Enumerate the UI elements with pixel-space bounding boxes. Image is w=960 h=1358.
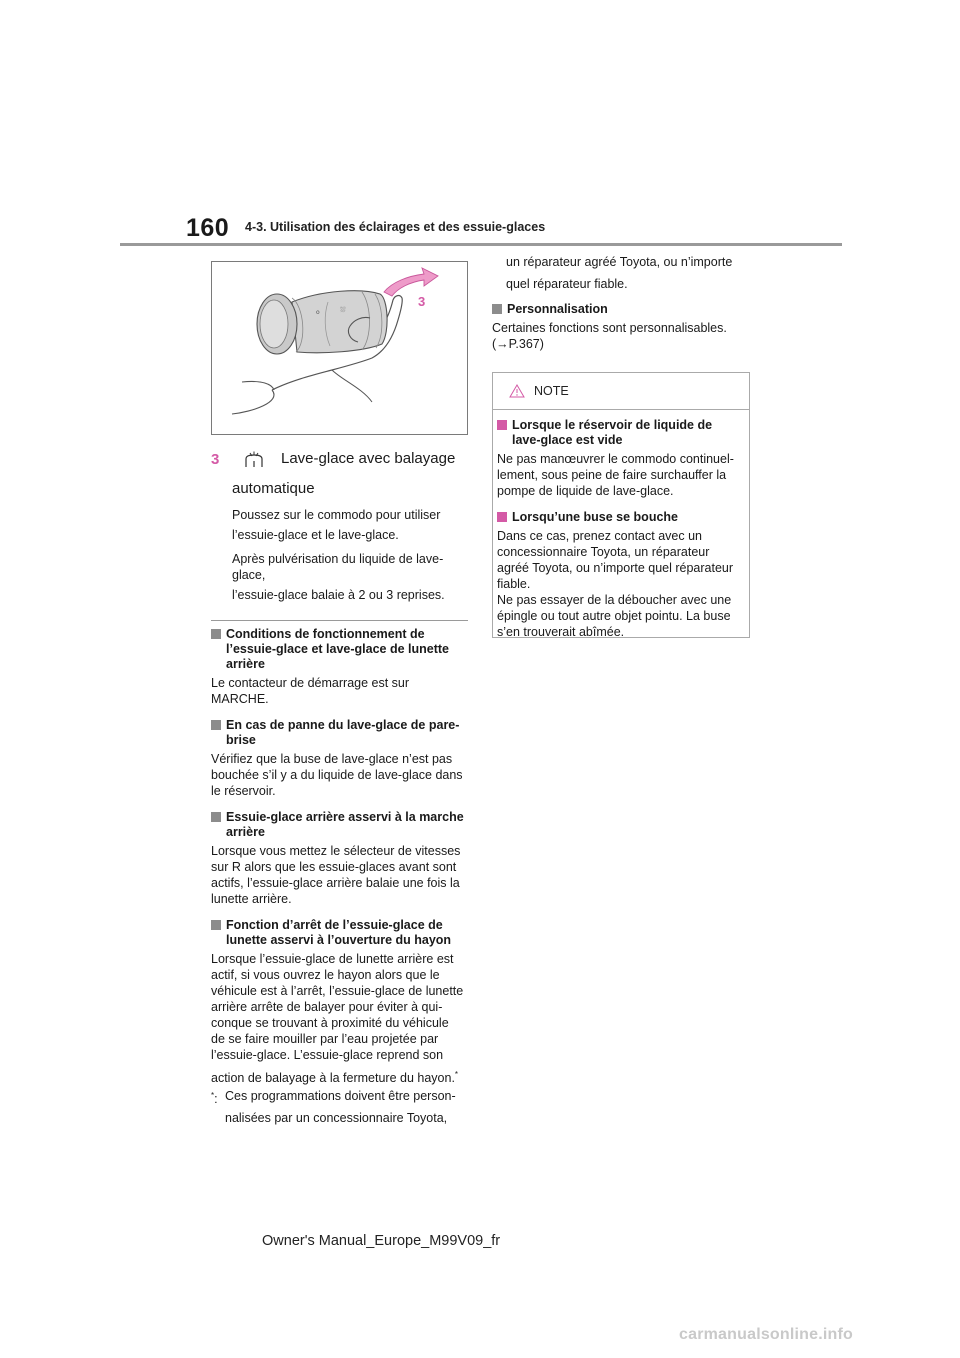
subsection-title: En cas de panne du lave-glace de pare- brise [211, 718, 468, 748]
step-desc-line: Poussez sur le commodo pour utiliser [232, 508, 441, 522]
step-label: Lave-glace avec balayage [281, 450, 456, 467]
subsection-body: Vérifiez que la buse de lave-glace n’est pas bouchée s’il y a du liquide de lave-glace dans le réservoir. [211, 752, 463, 798]
step-desc-line: l’essuie-glace balaie à 2 ou 3 reprises. [232, 588, 445, 602]
subsection-body: Lorsque l’essuie-glace de lunette arrière est actif, si vous ouvrez le hayon alors que le véhicule est à l’arrêt, l’essuie-glace de lunette arrière arrête de balayer pour éviter à qui- conque se trouvant à proximité du véhicule de se faire mouiller par l’eau projetée par l’essuie-glace. L’essuie-glace reprend son action de balayage à la fermeture du hayon.* [211, 952, 464, 1086]
wiper-lever-illustration [211, 261, 468, 435]
personnalisation-title: Personnalisation [492, 302, 750, 317]
note-header [493, 373, 749, 410]
warning-triangle-icon [509, 384, 525, 398]
note-box [492, 372, 750, 638]
footer-manual-id: Owner's Manual_Europe_M99V09_fr [262, 1233, 501, 1249]
bullet-square-icon [211, 720, 221, 730]
header-rule [120, 243, 842, 246]
subsection-body: Le contacteur de démarrage est sur MARCHE. [211, 676, 410, 706]
bullet-square-icon [211, 920, 221, 930]
subsection-body: Lorsque vous mettez le sélecteur de vitesses sur R alors que les essuie-glaces avant sont actifs, l’essuie-glace arrière balaie une fois la lunette arrière. [211, 844, 461, 906]
bullet-square-icon [497, 512, 507, 522]
bullet-square-icon [497, 420, 507, 430]
footnote-marker: * [454, 1070, 459, 1079]
note-subsection-body: Dans ce cas, prenez contact avec un concessionnaire Toyota, un réparateur agréé Toyota, ou n’importe quel réparateur fiable. Ne pas essayer de la déboucher avec une épingle ou tout autre objet pointu. La buse s’en trouverait abîmée. [497, 529, 734, 639]
right-column [492, 254, 750, 352]
subsection-title: Conditions de fonctionnement de l’essuie-glace et lave-glace de lunette arrière [211, 627, 468, 672]
footnote-continued: un réparateur agréé Toyota, ou n’importe [506, 255, 733, 269]
figure-callout-3: 3 [418, 294, 426, 309]
step-label-continued: automatique [232, 480, 315, 497]
section-divider [211, 620, 468, 621]
step-3 [211, 451, 468, 469]
note-subsection-body: Ne pas manœuvrer le commodo continuel- lement, sous peine de faire surchauffer la pompe de liquide de lave-glace. [497, 452, 734, 498]
note-subsection-title: Lorsque le réservoir de liquide de lave-glace est vide [497, 418, 745, 448]
step-desc-line: l’essuie-glace et le lave-glace. [232, 528, 399, 542]
subsection-title: Fonction d’arrêt de l’essuie-glace de lunette asservi à l’ouverture du hayon [211, 918, 468, 948]
last-line: action de balayage à la fermeture du hayon. [211, 1071, 455, 1086]
subsection-title: Essuie-glace arrière asservi à la marche arrière [211, 810, 468, 840]
watermark: carmanualsonline.info [679, 1326, 854, 1343]
footnote-continued: quel réparateur fiable. [506, 277, 628, 291]
washer-spray-icon [241, 451, 267, 469]
footnote: *: Ces programmations doivent être person- nalisées par un concessionnaire Toyota, [211, 1089, 456, 1126]
page-number: 160 [186, 214, 230, 242]
step-desc-line: Après pulvérisation du liquide de lave-glace, [232, 552, 444, 582]
step-number: 3 [211, 451, 220, 468]
section-title: 4-3. Utilisation des éclairages et des essuie-glaces [245, 220, 546, 234]
personnalisation-body: Certaines fonctions sont personnalisables. (→P.367) [492, 321, 727, 351]
svg-text:o: o [316, 309, 320, 316]
note-subsection-title: Lorsqu’une buse se bouche [497, 510, 745, 525]
svg-text:⛆: ⛆ [340, 306, 346, 314]
bullet-square-icon [492, 304, 502, 314]
left-column [211, 261, 468, 1126]
hand-pushing-lever-drawing [212, 262, 467, 434]
bullet-square-icon [211, 812, 221, 822]
bullet-square-icon [211, 629, 221, 639]
note-title: NOTE [534, 384, 569, 398]
